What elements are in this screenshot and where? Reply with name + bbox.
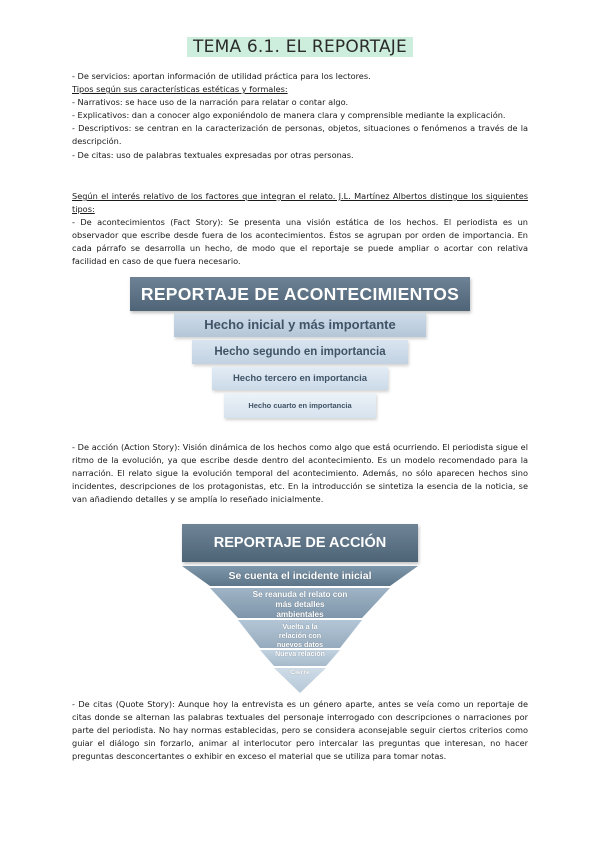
- tipo-citas: - De citas: uso de palabras textuales expresadas por otras personas.: [72, 149, 354, 160]
- diagram-accion: [182, 524, 418, 694]
- tipo-accion: - De acción (Action Story): Visión dinámica de los hechos como algo que está ocurriendo. El periodista sigue el ritmo de la evolución, ya que escribe desde dentro del acontecimiento. Es un modelo recomendado para la narración. El relato sigue la evolución temporal del acontecimiento. Además, no sólo aparecen hechos sino incidentes, descripciones de los protagonistas, etc. En la introducción se sintetiza la esencia de la noticia, se van añadiendo detalles y se amplía lo reseñado inicialmente.: [72, 442, 528, 505]
- diagram-accion-step-3: Vuelta a la relación con nuevos datos: [276, 622, 324, 649]
- page-title-text: TEMA 6.1. EL REPORTAJE: [187, 37, 413, 57]
- tipo-narrativos: - Narrativos: se hace uso de la narración para relatar o contar algo.: [72, 97, 349, 108]
- tipo-explicativos: - Explicativos: dan a conocer algo exponiéndolo de manera clara y comprensible mediante la explicación.: [72, 110, 506, 121]
- citas-section: [72, 698, 528, 763]
- tipo-servicios: - De servicios: aportan información de utilidad práctica para los lectores.: [72, 71, 371, 81]
- page-title: [0, 37, 600, 57]
- diagram-acontecimientos-step-4: Hecho cuarto en importancia: [224, 393, 376, 418]
- interes-heading: Según el interés relativo de los factores que integran el relato. J.L. Martínez Albertos distingue los siguientes tipos:: [72, 191, 528, 215]
- diagram-acontecimientos-title: REPORTAJE DE ACONTECIMIENTOS: [130, 277, 470, 311]
- intro-section: [72, 70, 528, 162]
- diagram-acontecimientos: [130, 277, 470, 422]
- diagram-accion-step-4: Nueva relación: [275, 651, 325, 658]
- diagram-accion-step-1: Se cuenta el incidente inicial: [228, 570, 372, 582]
- tipo-descriptivos: - Descriptivos: se centran en la caracterización de personas, objetos, situaciones o fenómenos a través de la descripción.: [72, 123, 528, 147]
- diagram-accion-step-5: Cierre: [290, 669, 310, 676]
- diagram-acontecimientos-step-2: Hecho segundo en importancia: [192, 340, 408, 364]
- tipo-citas-story: - De citas (Quote Story): Aunque hoy la entrevista es un género aparte, antes se veía como un reportaje de citas donde se alternan las palabras textuales del personaje interrogado con descripciones o narraciones por parte del periodista. No hay normas establecidas, pero se considera aconsejable seguir ciertos criterios como guiar el diálogo sin forzarlo, animar al interlocutor pero intercalar las preguntas que interesan, no hacer preguntas desconcertantes o exhibir en exceso el material que se utiliza para tomar notas.: [72, 699, 528, 762]
- accion-section: [72, 441, 528, 506]
- diagram-acontecimientos-step-1: Hecho inicial y más importante: [174, 313, 426, 337]
- tipos-heading: Tipos según sus características estéticas y formales:: [72, 84, 288, 95]
- tipo-acontecimientos: - De acontecimientos (Fact Story): Se presenta una visión estática de los hechos. El periodista es un observador que escribe desde fuera de los acontecimientos. Éstos se agrupan por orden de importancia. En cada párrafo se desarrolla un hecho, de modo que el reportaje se puede ampliar o acortar con relativa facilidad en caso de que fuera necesario.: [72, 217, 528, 267]
- diagram-accion-step-2: Se reanuda el relato con más detalles ambientales: [252, 590, 348, 619]
- interes-section: [72, 190, 528, 269]
- diagram-accion-title: REPORTAJE DE ACCIÓN: [182, 524, 418, 562]
- diagram-acontecimientos-step-3: Hecho tercero en importancia: [212, 367, 388, 390]
